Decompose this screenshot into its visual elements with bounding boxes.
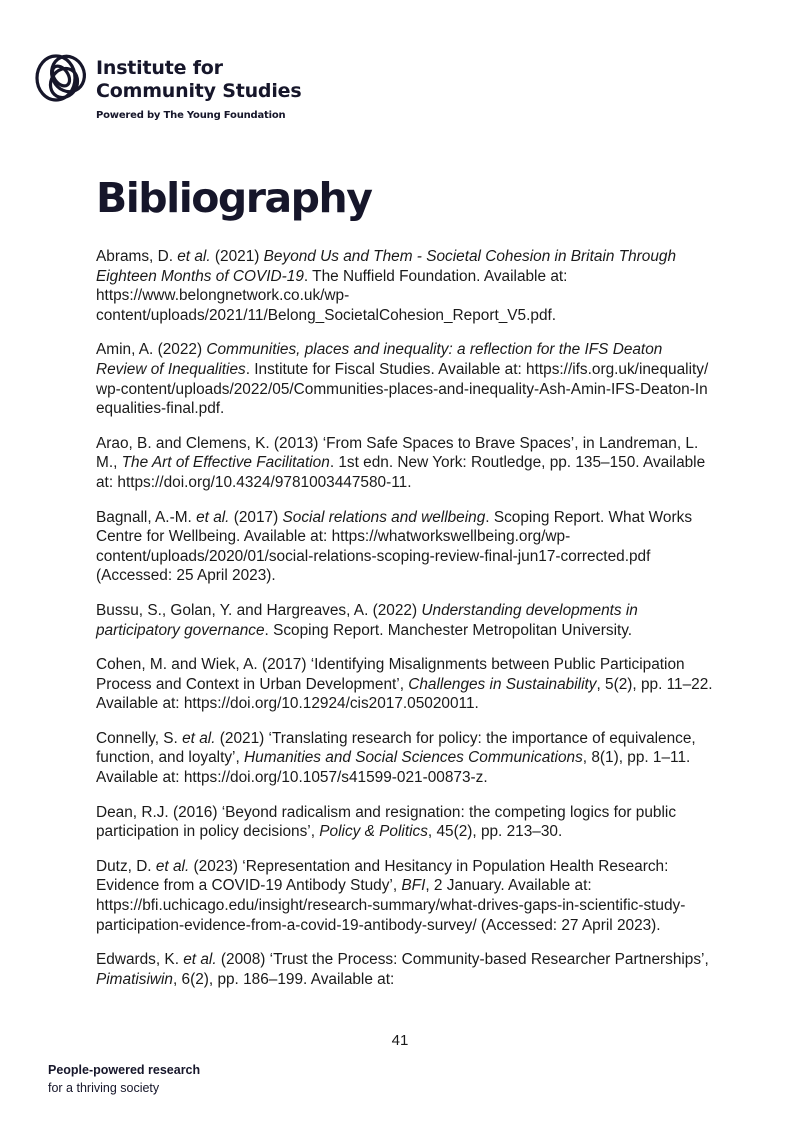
reference-text: https://www.belongnetwork.co.uk/wp-content/uploads/2021/11/Belong_SocietalCohesion_Report_V5.pdf. — [96, 287, 557, 324]
reference-italic-text: et al. — [155, 857, 190, 875]
reference-italic-text: et al. — [183, 951, 217, 969]
reference-text: Connelly, S. — [96, 729, 183, 747]
reference-text: https://ifs.org.uk/inequality/wp-content/uploads/2022/05/Communities-places-and-inequality-Ash-Amin-IFS-Deaton-Inequalities-final.pdf. — [96, 360, 709, 418]
reference-text: Amin, A. (2022) — [96, 341, 207, 359]
reference-italic-text: Understanding developments in participatory governance — [96, 601, 638, 639]
reference-text: Bussu, S., Golan, Y. and Hargreaves, A. (2022) — [96, 601, 422, 619]
reference-text: (2021) ‘Translating research for policy: the importance of equivalence, function, and loyalty’, — [96, 729, 696, 767]
reference-entry — [96, 950, 716, 989]
organization-tagline: Powered by The Young Foundation — [96, 110, 286, 121]
reference-text: (2023) ‘Representation and Hesitancy in Population Health Research: Evidence from a COVID-19 Antibody Study’, — [96, 857, 669, 895]
reference-italic-text: et al. — [177, 248, 211, 265]
page-number: 41 — [391, 1032, 409, 1049]
reference-italic-text: Pimatisiwin — [96, 970, 173, 988]
reference-text: Cohen, M. and Wiek, A. (2017) ‘Identifying Misalignments between Public Participation Process and Context in Urban Development’, — [96, 656, 685, 693]
reference-entry — [96, 434, 716, 493]
reference-text: Dean, R.J. (2016) ‘Beyond radicalism and resignation: the competing logics for public participation in policy decisions’, — [96, 803, 677, 841]
reference-italic-text: Communities, places and inequality: a reflection for the IFS Deaton Review of Inequalities — [96, 341, 663, 378]
reference-italic-text: BFI — [401, 877, 426, 895]
footer-slogan-line2: for a thriving society — [48, 1081, 160, 1095]
reference-text: , 45(2), pp. 213–30. — [427, 823, 563, 841]
reference-text: Arao, B. and Clemens, K. (2013) ‘From Safe Spaces to Brave Spaces’, in Landreman, L. M., — [96, 434, 699, 472]
reference-list — [96, 247, 716, 1004]
reference-text: Abrams, D. — [96, 248, 178, 265]
reference-italic-text: Social relations and wellbeing — [282, 508, 486, 526]
page-title: Bibliography — [96, 174, 372, 222]
institute-logo-icon — [34, 50, 96, 106]
reference-text: Edwards, K. — [96, 951, 184, 969]
reference-entry — [96, 729, 716, 788]
reference-text: (2017) — [229, 508, 283, 526]
reference-text: Dutz, D. — [96, 857, 156, 875]
reference-text: , 2 January. Available at: https://bfi.uchicago.edu/insight/research-summary/what-drives-gaps-in-scientific-study-participation-evidence-from-a-covid-19-antibody-survey/ (Accessed: 27 April 2023). — [96, 877, 686, 934]
reference-italic-text: Challenges in Sustainability — [408, 675, 597, 693]
reference-text: . Scoping Report. What Works Centre for Wellbeing. Available at: — [96, 508, 693, 546]
footer-slogan-line1: People-powered research — [48, 1063, 201, 1077]
reference-text: (Accessed: 25 April 2023). — [96, 567, 276, 585]
reference-text: Bagnall, A.-M. — [96, 508, 197, 526]
reference-italic-text: et al. — [196, 508, 230, 526]
reference-text: , 5(2), pp. 11–22. Available at: https://doi.org/10.12924/cis2017.05020011. — [96, 675, 713, 713]
reference-text: (2021) — [210, 248, 264, 265]
reference-italic-text: Policy & Politics — [319, 823, 428, 841]
reference-italic-text: et al. — [182, 729, 216, 747]
organization-name: Institute for Community Studies — [96, 57, 302, 102]
reference-entry — [96, 247, 716, 325]
reference-entry — [96, 803, 716, 842]
reference-text: . Scoping Report. Manchester Metropolitan University. — [264, 621, 633, 639]
reference-text: . Institute for Fiscal Studies. Available at: — [245, 360, 527, 378]
reference-italic-text: The Art of Effective Facilitation — [121, 454, 330, 472]
reference-entry — [96, 601, 716, 640]
reference-text: , 8(1), pp. 1–11. Available at: https://doi.org/10.1057/s41599-021-00873-z. — [96, 749, 691, 787]
reference-entry — [96, 655, 716, 714]
reference-italic-text: Humanities and Social Sciences Communications — [244, 749, 583, 767]
reference-text: , 6(2), pp. 186–199. Available at: — [172, 970, 395, 988]
reference-entry — [96, 857, 716, 935]
reference-text: https://whatworkswellbeing.org/wp-content/uploads/2020/01/social-relations-scoping-review-final-jun17-corrected.pdf — [96, 528, 651, 565]
reference-entry — [96, 340, 716, 418]
reference-text: (2008) ‘Trust the Process: Community-based Researcher Partnerships’, — [216, 951, 709, 969]
reference-entry — [96, 508, 716, 586]
reference-text: . 1st edn. New York: Routledge, pp. 135–150. Available at: https://doi.org/10.4324/9781003447580-11. — [96, 454, 706, 491]
reference-text: . The Nuffield Foundation. Available at: — [303, 267, 568, 285]
reference-italic-text: Beyond Us and Them - Societal Cohesion in Britain Through Eighteen Months of COVID-19 — [96, 248, 677, 285]
